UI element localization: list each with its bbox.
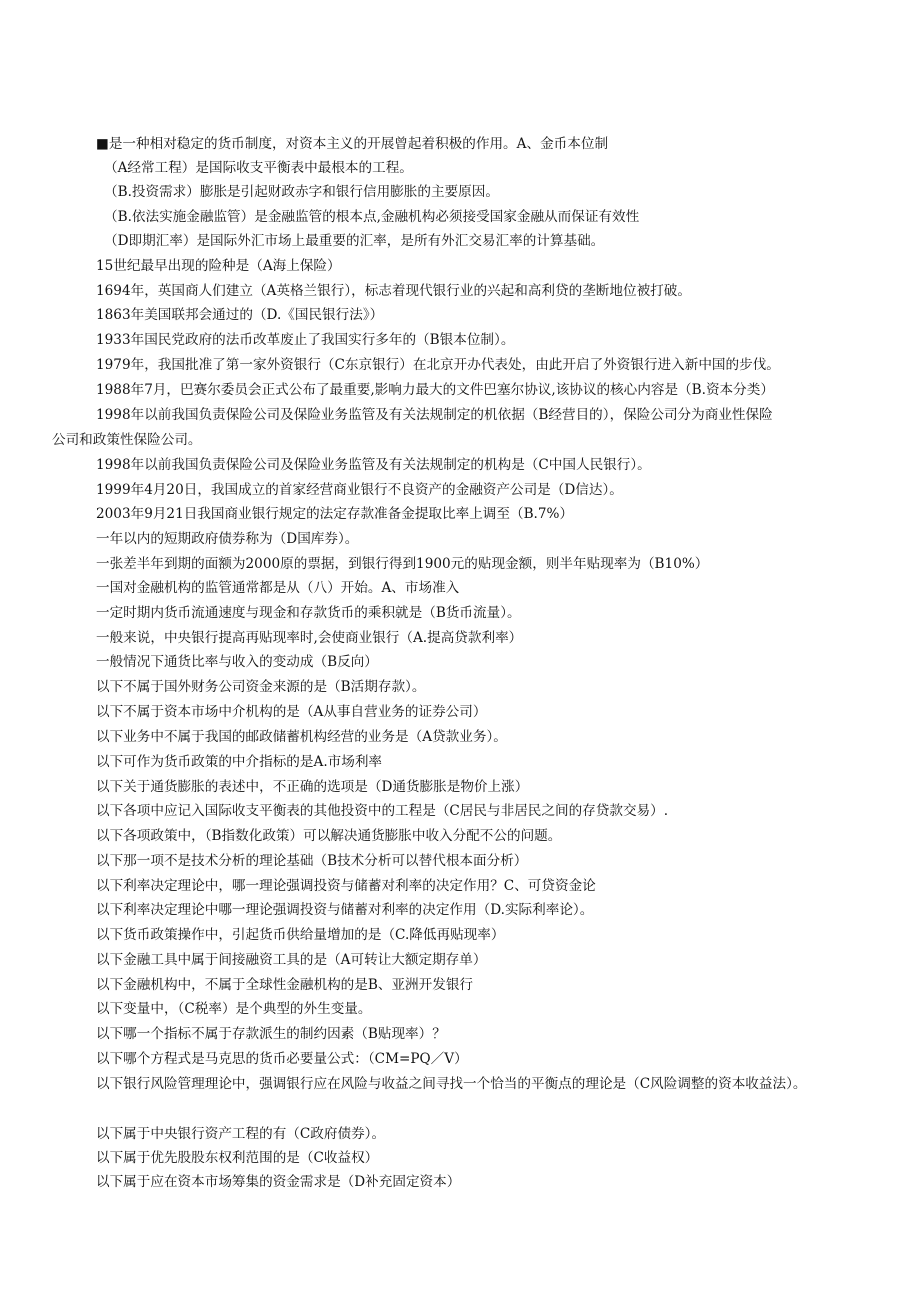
text-line: 1999年4月20日，我国成立的首家经营商业银行不良资产的金融资产公司是（D信达）。 — [96, 482, 623, 498]
text-line: 1998年以前我国负责保险公司及保险业务监管及有关法规制定的机依据（B经营目的），保险公司分为商业性保险 — [96, 407, 773, 423]
text-line: 以下不属于资本市场中介机构的是（A从事自营业务的证券公司） — [96, 704, 487, 720]
text-line: 以下利率决定理论中哪一理论强调投资与储蓄对利率的决定作用（D.实际利率论）。 — [96, 902, 594, 918]
text-line: 公司和政策性保险公司。 — [52, 432, 202, 448]
text-line: 1979年，我国批准了第一家外资银行（C东京银行）在北京开办代表处，由此开启了外资银行进入新中国的步伐。 — [96, 357, 780, 373]
text-line: 以下各项中应记入国际收支平衡表的其他投资中的工程是（C居民与非居民之间的存贷款交易）. — [96, 803, 669, 819]
text-line: 以下银行风险管理理论中，强调银行应在风险与收益之间寻找一个恰当的平衡点的理论是（C风险调整的资本收益法）。 — [96, 1076, 807, 1092]
text-line: 以下哪一个指标不属于存款派生的制约因素（B贴现率）？ — [96, 1026, 446, 1042]
text-line: 一般情况下通货比率与收入的变动成（B反向） — [96, 654, 378, 670]
text-line: 15世纪最早出现的险种是（A海上保险） — [96, 258, 341, 274]
text-line: 1863年美国联邦会通过的（D.《国民银行法》） — [96, 307, 384, 323]
text-line: 以下不属于国外财务公司资金来源的是（B活期存款）。 — [96, 679, 426, 695]
text-line: 以下关于通货膨胀的表述中，不正确的选项是（D通货膨胀是物价上涨） — [96, 779, 529, 795]
text-line: 以下各项政策中，（B指数化政策）可以解决通货膨胀中收入分配不公的问题。 — [96, 828, 562, 844]
text-line: 一年以内的短期政府债券称为（D国库券）。 — [96, 531, 359, 547]
text-line: 一张差半年到期的面额为2000原的票据，到银行得到1900元的贴现金额，则半年贴现率为（B10%） — [96, 556, 709, 572]
text-line: 以下金融机构中，不属于全球性金融机构的是B、亚洲开发银行 — [96, 977, 474, 993]
text-line: 以下货币政策操作中，引起货币供给量增加的是（C.降低再贴现率） — [96, 927, 505, 943]
text-line: （B.投资需求）膨胀是引起财政赤字和银行信用膨胀的主要原因。 — [104, 184, 499, 200]
text-line: 以下属于应在资本市场筹集的资金需求是（D补充固定资本） — [96, 1174, 461, 1190]
text-line: 1933年国民党政府的法币改革废止了我国实行多年的（B银本位制）。 — [96, 332, 515, 348]
text-line: 以下属于优先股股东权利范围的是（C收益权） — [96, 1150, 379, 1166]
text-line: 以下那一项不是技术分析的理论基础（B技术分析可以替代根本面分析） — [96, 853, 528, 869]
text-line: 以下变量中，（C税率）是个典型的外生变量。 — [96, 1001, 372, 1017]
text-line: 以下可作为货币政策的中介指标的是A.市场利率 — [96, 754, 383, 770]
text-line: ■是一种相对稳定的货币制度，对资本主义的开展曾起着积极的作用。A、金币本位制 — [96, 136, 609, 152]
text-line: 一国对金融机构的监管通常都是从（八）开始。A、市场准入 — [96, 580, 460, 596]
text-line: 以下业务中不属于我国的邮政储蓄机构经营的业务是（A贷款业务）。 — [96, 729, 507, 745]
text-line: （B.依法实施金融监管）是金融监管的根本点,金融机构必须接受国家金融从而保证有效性 — [104, 209, 640, 225]
text-line: 1694年，英国商人们建立（A英格兰银行），标志着现代银行业的兴起和高利贷的垄断地位被打破。 — [96, 283, 691, 299]
text-line: 1988年7月，巴赛尔委员会正式公布了最重要,影响力最大的文件巴塞尔协议,该协议的核心内容是（B.资本分类） — [96, 382, 774, 398]
text-line: 以下利率决定理论中，哪一理论强调投资与储蓄对利率的决定作用？C、可贷资金论 — [96, 878, 596, 894]
text-line: 以下金融工具中属于间接融资工具的是（A可转让大额定期存单） — [96, 952, 487, 968]
text-line: 2003年9月21日我国商业银行规定的法定存款准备金提取比率上调至（B.7%） — [96, 506, 574, 522]
text-line: 以下属于中央银行资产工程的有（C政府债券）。 — [96, 1126, 386, 1142]
text-line: （A经常工程）是国际收支平衡表中最根本的工程。 — [104, 160, 413, 176]
text-line: 一定时期内货币流通速度与现金和存款货币的乘积就是（B货币流量）。 — [96, 605, 521, 621]
text-line: 以下哪个方程式是马克思的货币必要量公式：（CM=PQ／V） — [96, 1051, 468, 1067]
text-line: 1998年以前我国负责保险公司及保险业务监管及有关法规制定的机构是（C中国人民银行）。 — [96, 457, 651, 473]
text-line: （D即期汇率）是国际外汇市场上最重要的汇率，是所有外汇交易汇率的计算基础。 — [104, 233, 605, 249]
text-line: 一般来说，中央银行提高再贴现率时,会使商业银行（A.提高贷款利率） — [96, 630, 523, 646]
